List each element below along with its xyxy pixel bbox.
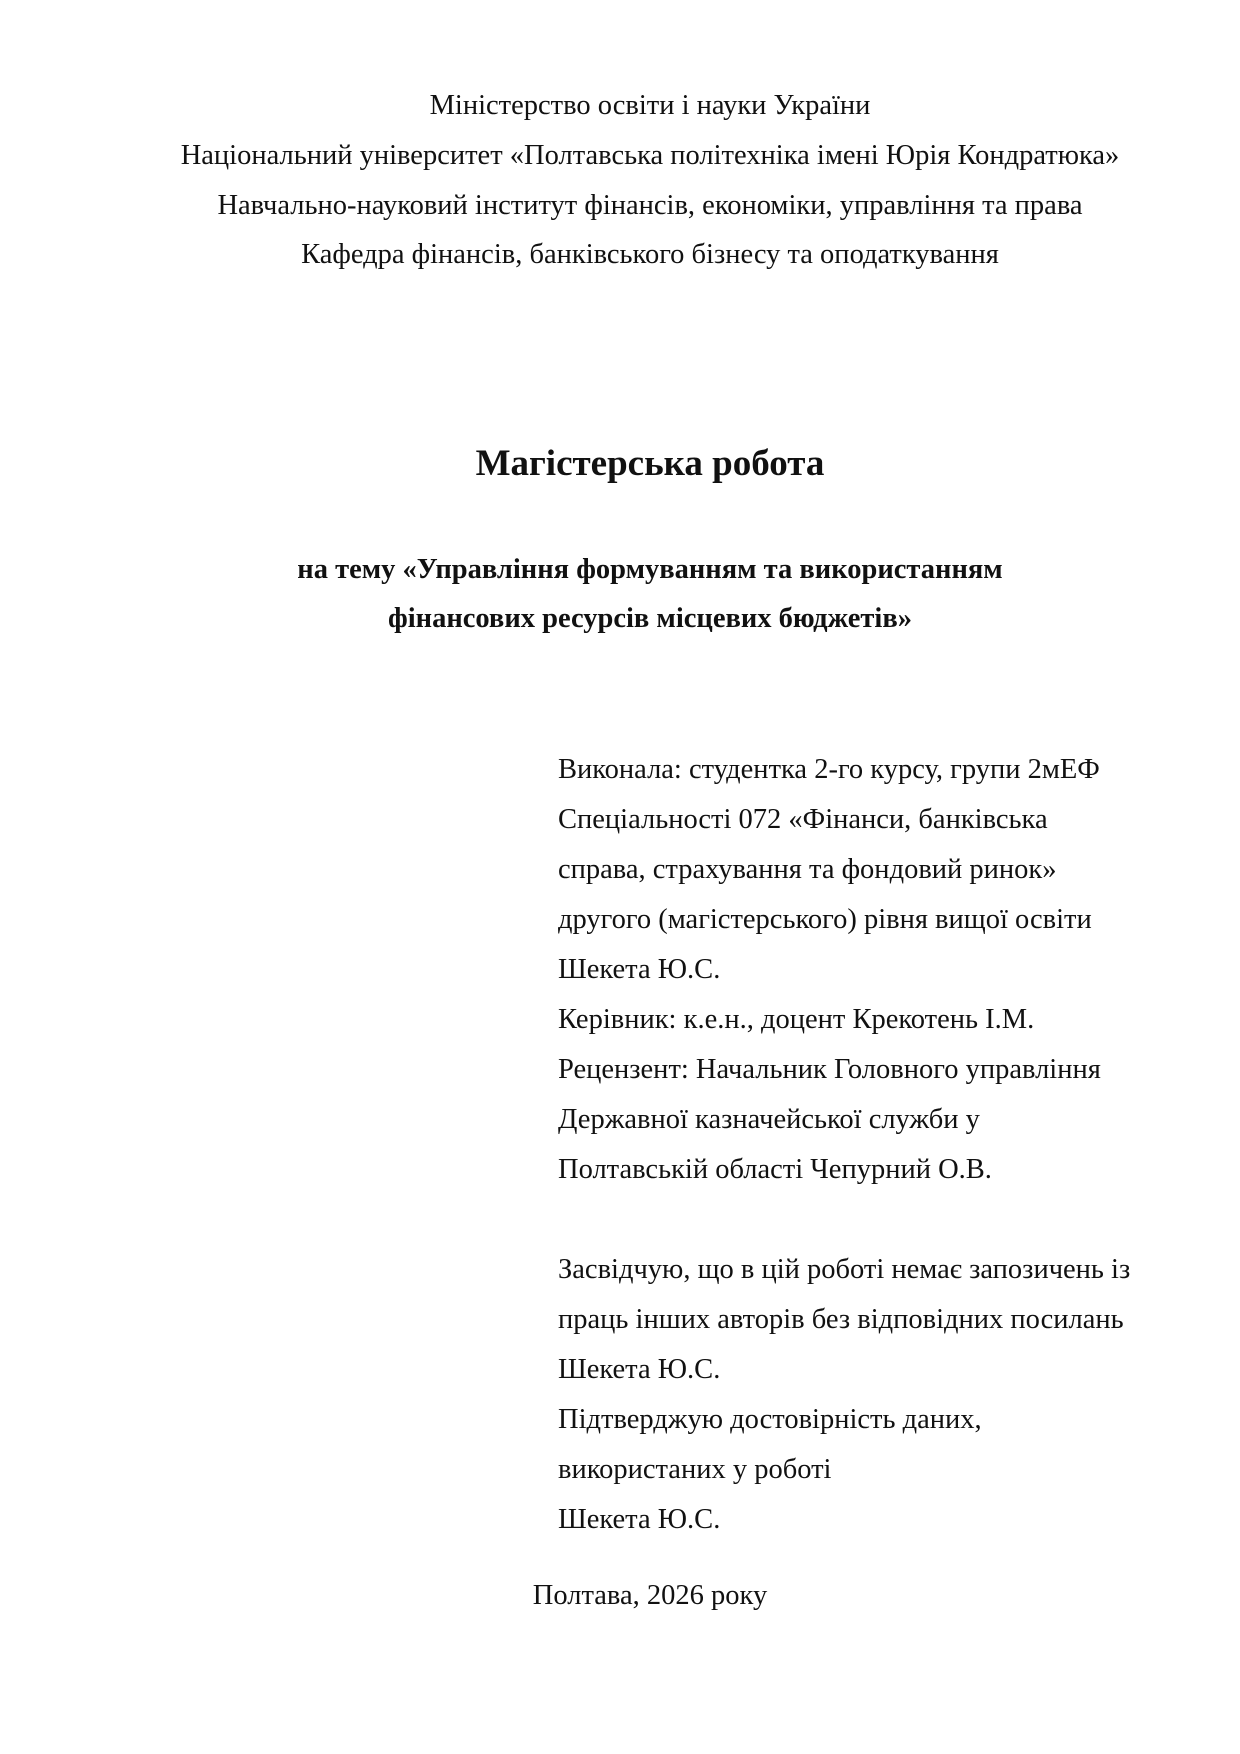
ministry-line: Міністерство освіти і науки України (429, 90, 871, 121)
university-line: Національний університет «Полтавська політехніка імені Юрія Кондратюка» (180, 140, 1120, 171)
attestation-line: Підтверджую достовірність даних, (558, 1404, 982, 1435)
place-year: Полтава, 2026 року (532, 1580, 768, 1611)
detail-line: Шекета Ю.С. (558, 954, 721, 985)
topic-line-1: на тему «Управління формуванням та використанням (297, 554, 1003, 585)
topic-line-2: фінансових ресурсів місцевих бюджетів» (388, 603, 912, 634)
detail-line: справа, страхування та фондовий ринок» (558, 854, 1057, 885)
attestation-line: Засвідчую, що в цій роботі немає запозичень із (558, 1254, 1131, 1285)
institute-line: Навчально-науковий інститут фінансів, економіки, управління та права (217, 190, 1083, 221)
supervisor-line: Керівник: к.е.н., доцент Крекотень І.М. (558, 1004, 1035, 1035)
attestation-signature: Шекета Ю.С. (558, 1504, 721, 1535)
detail-line: Спеціальності 072 «Фінанси, банківська (558, 804, 1048, 835)
detail-line: другого (магістерського) рівня вищої освіти (558, 904, 1092, 935)
attestation-line: використаних у роботі (558, 1454, 832, 1485)
detail-line: Полтавській області Чепурний О.В. (558, 1154, 992, 1185)
department-line: Кафедра фінансів, банківського бізнесу та оподаткування (301, 239, 999, 270)
document-title: Магістерська робота (475, 443, 825, 484)
attestation-line: праць інших авторів без відповідних посилань (558, 1304, 1124, 1335)
detail-line: Державної казначейської служби у (558, 1104, 980, 1135)
detail-line: Виконала: студентка 2-го курсу, групи 2мЕФ (558, 754, 1100, 785)
attestation-signature: Шекета Ю.С. (558, 1354, 721, 1385)
reviewer-line: Рецензент: Начальник Головного управління (558, 1054, 1101, 1085)
